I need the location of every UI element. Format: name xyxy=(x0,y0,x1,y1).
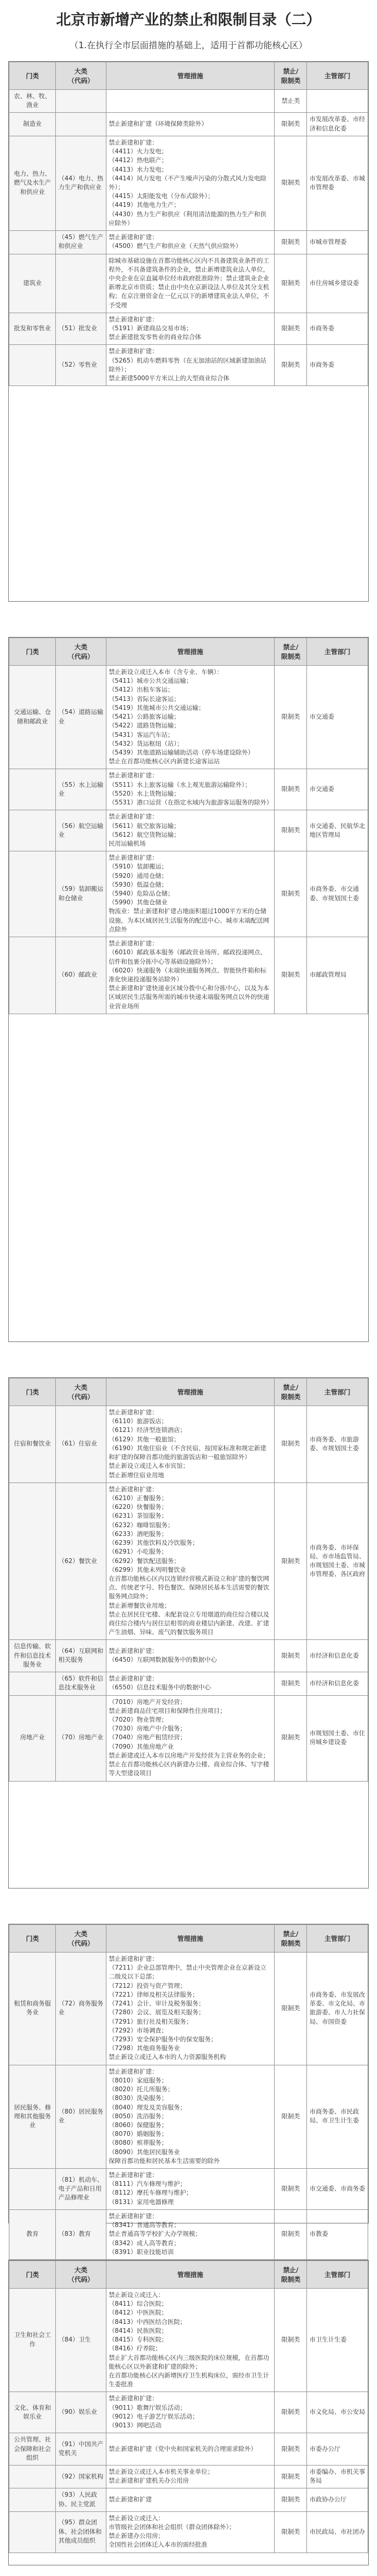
menlei-cell xyxy=(9,1672,56,1695)
measures-cell: 禁止新建和扩建（党中央和国家机关的合理需求除外） xyxy=(106,2433,275,2466)
dalei-cell: （55）水上运输业 xyxy=(56,769,106,810)
dalei-cell: （72）商务服务业 xyxy=(56,1953,106,2065)
table-row xyxy=(9,810,368,851)
measures-cell: 禁止新建和扩建： （5511）水上旅客运输（水上观光旅游运输除外）； （5520）水上货物运输； （5531）港口运营（在指定水域内为旅游客运服务的除外） xyxy=(106,769,275,810)
menlei-cell xyxy=(9,2465,56,2488)
table-row xyxy=(9,345,368,386)
column-header-dalei: 大类 （代码） xyxy=(56,2261,106,2289)
type-cell: 限制类 xyxy=(275,254,307,313)
menlei-cell: 租赁和商务服务业 xyxy=(9,1953,56,2065)
dalei-cell: （62）餐饮业 xyxy=(56,1482,106,1640)
table-row xyxy=(9,666,368,769)
column-header-dept: 主管部门 xyxy=(307,1925,368,1953)
table-row xyxy=(9,136,368,230)
table-row xyxy=(9,2392,368,2433)
dalei-cell xyxy=(56,254,106,313)
menlei-cell xyxy=(9,937,56,1014)
table-row xyxy=(9,2433,368,2466)
measures-cell: 禁止新建和扩建： （6010）邮政基本服务（邮政营业场所、邮政投递网点、信件和包裹分拣中心等基础设施除外）； （6020）快递服务（末端快递服务网点、智能快件箱和标准化快递投递服务站除外） 禁止新建和扩建快递业区域分拨中心和分拣中心，以及为本区域居民生活服务所需的城市快递末端服务网点以外的快递业营业场所 xyxy=(106,937,275,1014)
menlei-cell: 居民服务、修理和其他服务业 xyxy=(9,2065,56,2168)
dept-cell: 市交通委、民航华北地区管理局 xyxy=(307,810,368,851)
menlei-cell: 住宿和餐饮业 xyxy=(9,1406,56,1483)
dept-cell xyxy=(307,90,368,113)
column-header-type: 禁止/ 限制类 xyxy=(275,62,307,90)
dept-cell: 市商务委、市民政局、市卫生计生委 xyxy=(307,2065,368,2168)
dalei-cell: （93）人民政协、民主党派 xyxy=(56,2488,106,2511)
dalei-cell: （92）国家机构 xyxy=(56,2465,106,2488)
dalei-cell: （61）住宿业 xyxy=(56,1406,106,1483)
table-section xyxy=(8,637,369,1342)
column-header-measures: 管理措施 xyxy=(106,2261,275,2289)
table-row xyxy=(9,313,368,345)
table-row xyxy=(9,2465,368,2488)
table-row xyxy=(9,851,368,937)
dept-cell: 市发展改革委、市城市管理委 xyxy=(307,136,368,230)
column-header-dalei: 大类 （代码） xyxy=(56,62,106,90)
menlei-cell xyxy=(9,231,56,254)
type-cell: 限制类 xyxy=(275,851,307,937)
dept-cell: 市商务委 xyxy=(307,313,368,345)
dalei-cell: （59）装卸搬运和仓储业 xyxy=(56,851,106,937)
table-row xyxy=(9,937,368,1014)
type-cell: 限制类 xyxy=(275,1482,307,1640)
dalei-cell: （90）娱乐业 xyxy=(56,2392,106,2433)
column-header-measures: 管理措施 xyxy=(106,638,275,666)
column-header-type: 禁止/ 限制类 xyxy=(275,638,307,666)
table-row xyxy=(9,2488,368,2511)
column-header-dept: 主管部门 xyxy=(307,1378,368,1406)
menlei-cell xyxy=(9,2488,56,2511)
dept-cell: 市规划国土委、市住房城乡建设委 xyxy=(307,1695,368,1781)
column-header-menlei: 门类 xyxy=(9,62,56,90)
dept-cell: 市商务委、市环保局、市市场监管局、市规划国土委、市城市管理委、各区政府 xyxy=(307,1482,368,1640)
dept-cell: 市文化局、市公安局 xyxy=(307,2392,368,2433)
dalei-cell: （60）邮政业 xyxy=(56,937,106,1014)
menlei-cell: 卫生和社会工作 xyxy=(9,2289,56,2392)
measures-cell xyxy=(106,90,275,113)
dept-cell: 市商务委、市交通委、市规划国土委 xyxy=(307,851,368,937)
column-header-dept: 主管部门 xyxy=(307,638,368,666)
dept-cell: 市交通委 xyxy=(307,769,368,810)
dept-cell: 市邮政管理局 xyxy=(307,937,368,1014)
column-header-dalei: 大类 （代码） xyxy=(56,1378,106,1406)
measures-cell: 禁止新建和扩建： （8111）汽车修理与维护； （8112）摩托车修理与维护； （8131）家用电器修理 xyxy=(106,2169,275,2210)
dept-cell: 市经济和信息化委 xyxy=(307,1672,368,1695)
dalei-cell: （81）机动车、电子产品和日用产品修理业 xyxy=(56,2169,106,2210)
type-cell: 禁止类 xyxy=(275,90,307,113)
dalei-cell: （80）居民服务业 xyxy=(56,2065,106,2168)
table-header-row xyxy=(9,1925,368,1953)
measures-cell: 禁止新设立或迁入： （8411）综合医院； （8412）中医医院； （8413）中西医结合医院； （8414）民族医院； （8415）专科医院； （8416）疗养院； 禁止扩大首都功能核心区内三级医院的床位规模，在首都功能核心区以外新建和扩建的除外； 在首都功能核心区内新增医疗卫生机构床位，需经市卫生计生委批准 xyxy=(106,2289,275,2392)
measures-cell: 禁止新建和扩建： （4411）火力发电； （4412）热电联产； （4413）水力发电； （4414）风力发电（不产生噪声污染的分散式风力发电除外）； （4415）太阳能发电（分布式除外）； （4419）其他电力生产； （4430）热力生产和供应（利用清洁能源的热力生产和供应除外） xyxy=(106,136,275,230)
type-cell: 限制类 xyxy=(275,2511,307,2552)
type-cell: 限制类 xyxy=(275,345,307,386)
measures-cell: 禁止新建和扩建： （6210）正餐服务； （6220）快餐服务； （6231）茶馆服务； （6232）咖啡馆服务； （6233）酒吧服务； （6239）其他饮料及冷饮服务； （6291）小吃服务； （6292）餐饮配送服务； （6299）其他未列明餐饮业 在首都功能核心区内以连锁经营模式新设立和扩建的餐饮网点、传统老字号、特色餐饮、保障居民基本生活需要的餐饮服务网点除外； 禁止新增餐饮业用地； 禁止在居民住宅楼、未配套设立专用烟道的商住综合楼以及商住综合楼内与居住层相邻的商业楼层内新建、改建、扩建产生油烟、异味、废气的餐饮服务项目 xyxy=(106,1482,275,1640)
measures-cell: 禁止新建和扩建： （6110）旅游饭店； （6121）经济型连锁酒店； （6129）其他一般旅馆； （6190）其他住宿业（不含民宿、按国家标准和规定新建和扩建的保障首都功能的旅游饭店和一般旅馆除外） 禁止新设立或迁入本市宾馆； 禁止新增住宿业用地 xyxy=(106,1406,275,1483)
measures-cell: 禁止新建和扩建： （8010）家庭服务； （8020）托儿所服务； （8030）洗染服务； （8040）理发及美容服务； （8050）洗浴服务； （8060）保健服务； （8070）婚姻服务； （8080）殡葬服务； （8090）其他居民服务业 保障首都功能和居民基本生活需要的除外 xyxy=(106,2065,275,2168)
table-row xyxy=(9,1672,368,1695)
rules-table xyxy=(9,1378,368,1782)
measures-cell: 禁止新建和扩建： （5191）新建商品交易市场； 禁止新建批发零售业的商业综合体 xyxy=(106,313,275,345)
table-section xyxy=(8,1924,369,2256)
column-header-dept: 主管部门 xyxy=(307,62,368,90)
menlei-cell: 信息传输、软件和信息技术服务业 xyxy=(9,1640,56,1672)
menlei-cell: 交通运输、仓储和邮政业 xyxy=(9,666,56,769)
dept-cell: 市城市管理委 xyxy=(307,231,368,254)
dalei-cell xyxy=(56,113,106,136)
dalei-cell: （54）道路运输业 xyxy=(56,666,106,769)
table-section xyxy=(8,2260,369,2565)
table-header-row xyxy=(9,62,368,90)
type-cell: 限制类 xyxy=(275,2065,307,2168)
type-cell: 限制类 xyxy=(275,1672,307,1695)
type-cell: 限制类 xyxy=(275,1640,307,1672)
dept-cell: 市政协办公厅 xyxy=(307,2488,368,2511)
page-title: 北京市新增产业的禁止和限制目录（二） xyxy=(56,11,321,28)
menlei-cell: 房地产业 xyxy=(9,1695,56,1781)
dalei-cell: （64）互联网和相关服务 xyxy=(56,1640,106,1672)
type-cell: 限制类 xyxy=(275,113,307,136)
dalei-cell: （65）软件和信息技术服务业 xyxy=(56,1672,106,1695)
table-row xyxy=(9,769,368,810)
dept-cell: 市商务委、市旅游委、市规划国土委 xyxy=(307,1406,368,1483)
dalei-cell: （84）卫生 xyxy=(56,2289,106,2392)
table-header-row xyxy=(9,1378,368,1406)
column-header-type: 禁止/ 限制类 xyxy=(275,1925,307,1953)
table-row xyxy=(9,113,368,136)
menlei-cell xyxy=(9,810,56,851)
menlei-cell: 教育 xyxy=(9,2209,56,2259)
measures-cell: 禁止新设立或迁入： 市管级社会团体和社会组织（群众团体除外）； 禁止新建办公用房； 全国性社会团体迁入本市的需经批准 xyxy=(106,2511,275,2552)
measures-cell: 禁止新设立或迁入本市（含专业、车辆）： （5411）城市公共交通运输； （5412）出租车客运； （5413）省际长途客运； （5419）其他城市公共交通运输； （5421）公路旅客运输； （5422）道路货物运输； （5431）客运汽车站； （5432）货运枢纽（站）； （5439）其他道路运输辅助活动（停车场建设除外） 禁止在首都功能核心区内新建长途客运站 xyxy=(106,666,275,769)
menlei-cell: 农、林、牧、渔业 xyxy=(9,90,56,113)
measures-cell: 禁止新建和扩建： （5265）机动车燃料零售（在无加油站的区域新建加油站除外）； 禁止新建5000平方米以上的大型商业综合体 xyxy=(106,345,275,386)
dalei-cell: （44）电力、热力生产和供应业 xyxy=(56,136,106,230)
table-row xyxy=(9,1953,368,2065)
measures-cell: 禁止新建和扩建（环境保障类除外） xyxy=(106,113,275,136)
menlei-cell: 建筑业 xyxy=(9,254,56,313)
rules-table xyxy=(9,638,368,1014)
measures-cell: 禁止新设立或迁入本市机关事业单位； 禁止新建和扩建机关办公用房 xyxy=(106,2465,275,2488)
menlei-cell: 批发和零售业 xyxy=(9,313,56,345)
type-cell: 限制类 xyxy=(275,2392,307,2433)
column-header-type: 禁止/ 限制类 xyxy=(275,2261,307,2289)
dalei-cell: （45）燃气生产和供应业 xyxy=(56,231,106,254)
table-section xyxy=(8,61,369,602)
column-header-measures: 管理措施 xyxy=(106,1378,275,1406)
dalei-cell: （83）教育 xyxy=(56,2209,106,2259)
menlei-cell xyxy=(9,345,56,386)
column-header-dalei: 大类 （代码） xyxy=(56,1925,106,1953)
dalei-cell: （51）批发业 xyxy=(56,313,106,345)
dept-cell: 市委办公厅 xyxy=(307,2433,368,2466)
type-cell: 限制类 xyxy=(275,1406,307,1483)
measures-cell: （7010）房地产开发经营； 禁止新建商品住宅项目和保障性住房项目； （7020）物业管理； （7030）房地产中介服务； （7040）房地产租赁经营； （7090）其他房地产业 禁止新建或迁入本市以房地产开发经营为主营业务的企业； 禁止在首都功能核心区内新建办公楼、商业综合体、写字楼等大型建设项目 xyxy=(106,1695,275,1781)
type-cell: 限制类 xyxy=(275,231,307,254)
table-row xyxy=(9,90,368,113)
menlei-cell xyxy=(9,2511,56,2552)
type-cell: 限制类 xyxy=(275,937,307,1014)
measures-cell: 禁止新建和扩建： （5611）航空旅客运输； （5612）航空货物运输； 民用运输机场 xyxy=(106,810,275,851)
menlei-cell: 公共管理、社会保障和社会组织 xyxy=(9,2433,56,2466)
dalei-cell: （52）零售业 xyxy=(56,345,106,386)
measures-cell: 除城市基础设施在首都功能核心区内不具备建筑业条件的工程外，不具备建筑条件的企业，禁止新增建筑业法人单位，中央企业在京直属单位经市政府批准除外；禁止建筑业企业新增北京市资质；禁止由中央在京新设法人单位及其分支机构；在京注册资金在一亿元以下的新增建筑业法人单位，不予受理 xyxy=(106,254,275,313)
menlei-cell xyxy=(9,2169,56,2210)
column-header-measures: 管理措施 xyxy=(106,62,275,90)
menlei-cell xyxy=(9,851,56,937)
table-row xyxy=(9,2511,368,2552)
dept-cell: 市教委 xyxy=(307,2209,368,2259)
dalei-cell xyxy=(56,90,106,113)
measures-cell: 禁止新建和扩建 xyxy=(106,2488,275,2511)
column-header-measures: 管理措施 xyxy=(106,1925,275,1953)
type-cell: 限制类 xyxy=(275,313,307,345)
dalei-cell: （95）群众团体、社会团体和其他成员组织 xyxy=(56,2511,106,2552)
column-header-dalei: 大类 （代码） xyxy=(56,638,106,666)
type-cell: 限制类 xyxy=(275,136,307,230)
table-row xyxy=(9,1640,368,1672)
page-subtitle: （1.在执行全市层面措施的基础上，适用于首都功能核心区） xyxy=(69,40,308,51)
menlei-cell: 制造业 xyxy=(9,113,56,136)
table-row xyxy=(9,1695,368,1781)
column-header-menlei: 门类 xyxy=(9,1378,56,1406)
column-header-menlei: 门类 xyxy=(9,1925,56,1953)
type-cell: 限制类 xyxy=(275,810,307,851)
dept-cell: 市卫生计生委 xyxy=(307,2289,368,2392)
type-cell: 限制类 xyxy=(275,2169,307,2210)
menlei-cell: 电力、热力、燃气及水生产和供应业 xyxy=(9,136,56,230)
type-cell: 限制类 xyxy=(275,2465,307,2488)
type-cell: 限制类 xyxy=(275,666,307,769)
measures-cell: 禁止新建和扩建： （5910）装卸搬运； （5920）通用仓储； （5930）低温仓储； （5940）危险品仓储； （5990）其他仓储业 物流业：禁止新建和扩建占地面积超过1000平方米的仓储设施，为本区域居民生活服务的配送中心、城市末端配送网点除外 xyxy=(106,851,275,937)
rules-table xyxy=(9,62,368,386)
type-cell: 限制类 xyxy=(275,769,307,810)
table-row xyxy=(9,2289,368,2392)
table-row xyxy=(9,2065,368,2168)
measures-cell: 禁止新建和扩建： （9011）歌舞厅娱乐活动； （9012）电子游艺厅娱乐活动； （9013）网吧活动 xyxy=(106,2392,275,2433)
rules-table xyxy=(9,1924,368,2260)
table-section xyxy=(8,1377,369,1889)
table-row xyxy=(9,2209,368,2259)
dept-cell: 市委编办、市机关事务局 xyxy=(307,2465,368,2488)
type-cell: 限制类 xyxy=(275,2209,307,2259)
column-header-menlei: 门类 xyxy=(9,2261,56,2289)
dept-cell: 市发展改革委、市经济和信息化委 xyxy=(307,113,368,136)
type-cell: 限制类 xyxy=(275,1695,307,1781)
type-cell: 限制类 xyxy=(275,2488,307,2511)
table-row xyxy=(9,1406,368,1483)
table-row xyxy=(9,254,368,313)
measures-cell: 禁止新建和扩建： （7211）企业总部管理中，禁止中央管理企业在京新设立二级及以下总部； （7212）投资与资产管理； （7221）律师及相关法律服务； （7241）会计、审计及税务服务； （7280）会议、展览及相关服务； （7291）旅行社及相关服务； （7292）市场调查； （7293）安全保护服务中的保安服务； （7298）其他商务服务业 禁止新设立或迁入本市的人力资源服务机构 xyxy=(106,1953,275,2065)
type-cell: 限制类 xyxy=(275,1953,307,2065)
dept-cell: 市民政局、市社团办 xyxy=(307,2511,368,2552)
measures-cell: 禁止新建和扩建： （8341）普通高等教育； 禁止普通高等学校扩大办学规模； （8342）成人高等教育； （8391）职业技能培训 xyxy=(106,2209,275,2259)
measures-cell: 禁止新建和扩建： （6450）互联网数据服务中的数据中心 xyxy=(106,1640,275,1672)
table-row xyxy=(9,2169,368,2210)
table-header-row xyxy=(9,638,368,666)
table-row xyxy=(9,231,368,254)
type-cell: 限制类 xyxy=(275,2433,307,2466)
dept-cell: 市商务委、市发展改革委、市文化局、市旅游委、市人力社保局、市国资委 xyxy=(307,1953,368,2065)
dept-cell: 市交通委 xyxy=(307,666,368,769)
column-header-type: 禁止/ 限制类 xyxy=(275,1378,307,1406)
dalei-cell: （56）航空运输业 xyxy=(56,810,106,851)
dalei-cell: （70）房地产业 xyxy=(56,1695,106,1781)
dept-cell: 市经济和信息化委 xyxy=(307,1640,368,1672)
menlei-cell: 文化、体育和娱乐业 xyxy=(9,2392,56,2433)
dept-cell: 市交通委、市商务委 xyxy=(307,2169,368,2210)
table-row xyxy=(9,1482,368,1640)
type-cell: 限制类 xyxy=(275,2289,307,2392)
column-header-dept: 主管部门 xyxy=(307,2261,368,2289)
column-header-menlei: 门类 xyxy=(9,638,56,666)
menlei-cell xyxy=(9,769,56,810)
menlei-cell xyxy=(9,1482,56,1640)
measures-cell: 禁止新建和扩建： （4500）燃气生产和供应业（天然气供应除外） xyxy=(106,231,275,254)
rules-table xyxy=(9,2260,368,2553)
measures-cell: 禁止新建和扩建： （6550）信息技术服务中的数据中心 xyxy=(106,1672,275,1695)
dept-cell: 市商务委 xyxy=(307,345,368,386)
dept-cell: 市住房城乡建设委 xyxy=(307,254,368,313)
dalei-cell: （91）中国共产党机关 xyxy=(56,2433,106,2466)
table-header-row xyxy=(9,2261,368,2289)
